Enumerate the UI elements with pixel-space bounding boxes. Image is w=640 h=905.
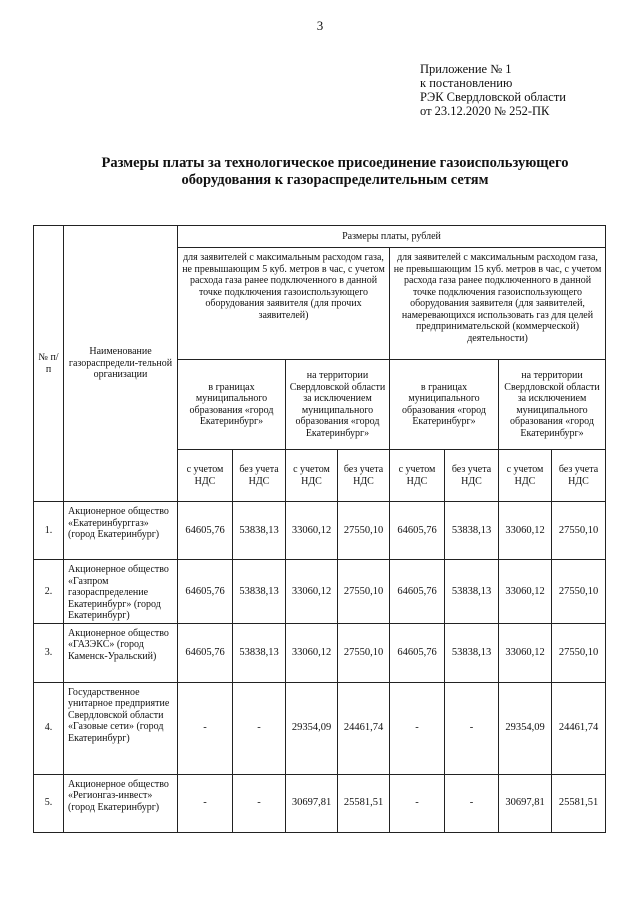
document-title [60, 155, 610, 189]
table-row [34, 560, 606, 624]
appendix-line: Приложение № 1 [420, 62, 512, 76]
fee-value: - [178, 774, 233, 832]
table-row [34, 774, 606, 832]
fee-value: 30697,81 [286, 774, 338, 832]
title-line: оборудования к газораспределительным сетям [181, 172, 489, 188]
table-row [34, 623, 606, 682]
row-number: 5. [34, 774, 64, 832]
fees-header: Размеры платы, рублей [178, 226, 606, 248]
fee-value: 27550,10 [338, 502, 390, 560]
vat-header: с учетом НДС [499, 450, 552, 502]
appendix-block [420, 62, 566, 118]
fee-value: 33060,12 [286, 623, 338, 682]
fee-value: - [233, 774, 286, 832]
organization-name: Акционерное общество «Екатеринбурггаз» (город Екатеринбург) [64, 502, 178, 560]
fee-value: 64605,76 [390, 560, 445, 624]
fee-value: 53838,13 [233, 623, 286, 682]
fee-value: 53838,13 [445, 623, 499, 682]
vat-header: без учета НДС [445, 450, 499, 502]
fee-value: 27550,10 [338, 560, 390, 624]
fee-value: - [233, 682, 286, 774]
fee-value: 64605,76 [390, 623, 445, 682]
organization-name: Акционерное общество «Регионгаз-инвест» (город Екатеринбург) [64, 774, 178, 832]
subheader-outside-city: на территории Свердловской области за исключением муниципального образования «город Екатеринбург» [286, 360, 390, 450]
fee-value: 25581,51 [338, 774, 390, 832]
vat-header: без учета НДС [338, 450, 390, 502]
row-number: 2. [34, 560, 64, 624]
vat-header: с учетом НДС [390, 450, 445, 502]
vat-header: с учетом НДС [178, 450, 233, 502]
fee-value: 27550,10 [338, 623, 390, 682]
row-number: 3. [34, 623, 64, 682]
fee-value: 24461,74 [338, 682, 390, 774]
fee-value: - [178, 682, 233, 774]
fee-value: 24461,74 [552, 682, 606, 774]
subheader-within-city: в границах муниципального образования «город Екатеринбург» [390, 360, 499, 450]
row-number: 4. [34, 682, 64, 774]
fee-value: 53838,13 [445, 502, 499, 560]
vat-header: без учета НДС [233, 450, 286, 502]
fee-value: 64605,76 [178, 502, 233, 560]
group-header-15m3: для заявителей с максимальным расходом газа, не превышающим 15 куб. метров в час, с учетом расхода газа ранее подключенного в данной точке подключения газоиспользующего оборудования заявителя (для заявителей, намеревающихся использовать газ для целей предпринимательской (коммерческой) деятельности) [390, 248, 606, 360]
row-number: 1. [34, 502, 64, 560]
fee-value: 33060,12 [499, 502, 552, 560]
appendix-line: к постановлению [420, 76, 513, 90]
fee-value: - [445, 682, 499, 774]
fee-value: 33060,12 [499, 560, 552, 624]
table-row [34, 502, 606, 560]
fee-value: - [390, 774, 445, 832]
appendix-line: от 23.12.2020 № 252-ПК [420, 104, 550, 118]
title-line: Размеры платы за технологическое присоединение газоиспользующего [101, 155, 569, 171]
fee-value: - [445, 774, 499, 832]
appendix-line: РЭК Свердловской области [420, 90, 566, 104]
fees-table [33, 225, 606, 833]
organization-name: Государственное унитарное предприятие Свердловской области «Газовые сети» (город Екатеринбург) [64, 682, 178, 774]
table-row [34, 682, 606, 774]
vat-header: без учета НДС [552, 450, 606, 502]
vat-header: с учетом НДС [286, 450, 338, 502]
fee-value: 53838,13 [233, 502, 286, 560]
column-header-number: № п/п [34, 226, 64, 502]
fee-value: 64605,76 [178, 560, 233, 624]
fee-value: 33060,12 [286, 502, 338, 560]
fee-value: 29354,09 [286, 682, 338, 774]
fee-value: 29354,09 [499, 682, 552, 774]
fee-value: 25581,51 [552, 774, 606, 832]
fee-value: 64605,76 [178, 623, 233, 682]
column-header-organization: Наименование газораспредели-тельной организации [64, 226, 178, 502]
page-number: 3 [316, 18, 324, 33]
group-header-5m3: для заявителей с максимальным расходом газа, не превышающим 5 куб. метров в час, с учетом расхода газа ранее подключенного в данной точке подключения газоиспользующего оборудования заявителя (для прочих заявителей) [178, 248, 390, 360]
fee-value: 27550,10 [552, 502, 606, 560]
fee-value: 30697,81 [499, 774, 552, 832]
fee-value: 33060,12 [286, 560, 338, 624]
organization-name: Акционерное общество «ГАЗЭКС» (город Каменск-Уральский) [64, 623, 178, 682]
fee-value: 53838,13 [233, 560, 286, 624]
fee-value: - [390, 682, 445, 774]
fee-value: 27550,10 [552, 560, 606, 624]
organization-name: Акционерное общество «Газпром газораспределение Екатеринбург» (город Екатеринбург) [64, 560, 178, 624]
fee-value: 64605,76 [390, 502, 445, 560]
subheader-within-city: в границах муниципального образования «город Екатеринбург» [178, 360, 286, 450]
subheader-outside-city: на территории Свердловской области за исключением муниципального образования «город Екатеринбург» [499, 360, 606, 450]
fee-value: 33060,12 [499, 623, 552, 682]
fee-value: 53838,13 [445, 560, 499, 624]
fee-value: 27550,10 [552, 623, 606, 682]
